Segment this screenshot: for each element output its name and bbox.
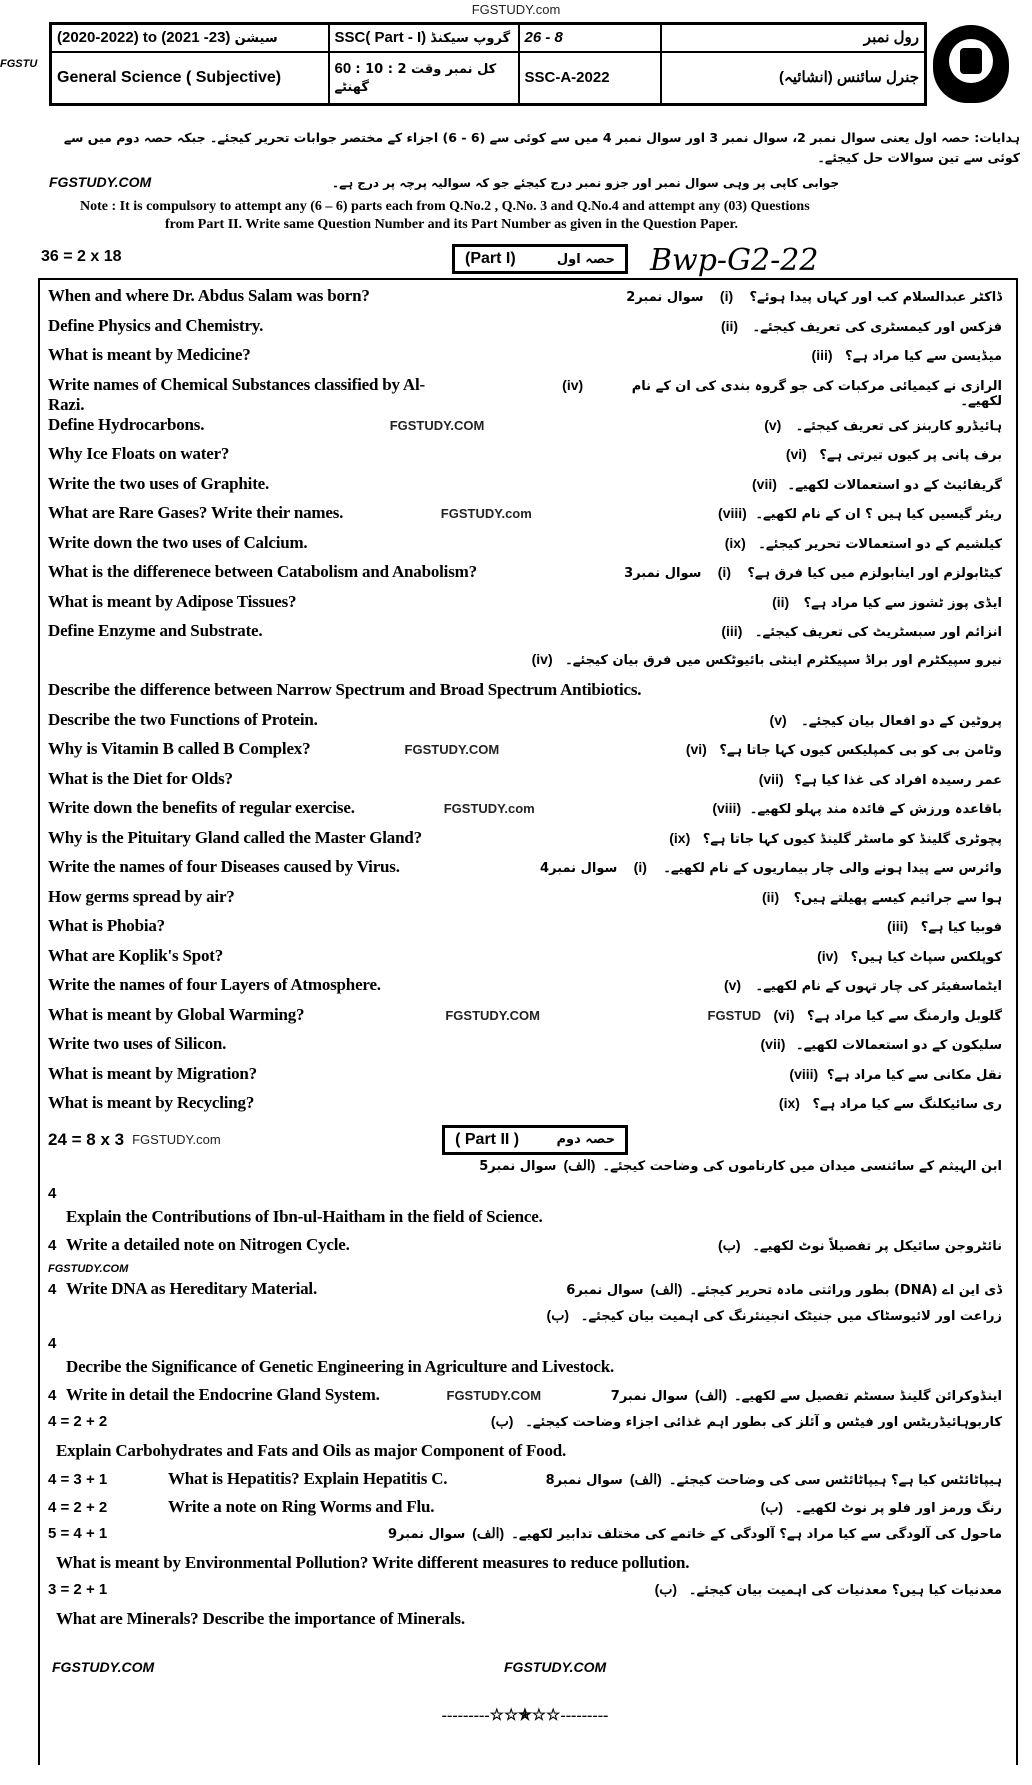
question-row [48, 1157, 1002, 1185]
question-row [48, 651, 1002, 681]
question-english: What is meant by Environmental Pollution? Write different measures to reduce pollution. [56, 1552, 690, 1572]
row-gap [310, 741, 593, 759]
item-number: (ii) [762, 888, 780, 905]
question-row [48, 1093, 1002, 1123]
item-number: (ب) [760, 1498, 784, 1515]
item-number: (ب) [718, 1236, 741, 1253]
urdu-block [627, 318, 1002, 335]
marks-breakdown: 3 = 2 + 1 [48, 1580, 108, 1598]
urdu-block [624, 800, 1002, 817]
note-line-2: from Part II. Write same Question Number and its Part Number as given in the Question Paper. [165, 217, 738, 232]
question-row [48, 1413, 1002, 1441]
urdu-block [593, 741, 1002, 758]
question-urdu: میڈیسن سے کیا مراد ہے؟ [845, 349, 1002, 364]
watermark: FGSTUD [707, 1007, 761, 1023]
question-row [48, 1469, 1002, 1497]
urdu-block [669, 1499, 1002, 1516]
urdu-block [668, 771, 1002, 788]
footer-watermark-center: FGSTUDY.COM [504, 1658, 607, 1675]
question-urdu: ابن الہیثم کے سائنسی میدان میں کارناموں کی وضاحت کیجئے۔ [602, 1158, 1002, 1174]
part1-header [41, 234, 1032, 278]
item-number: (iii) [887, 918, 909, 934]
urdu-block [795, 918, 1002, 935]
exam-code: SSC-A-2022 [519, 52, 661, 105]
question-english: Write a note on Ring Worms and Flu. [168, 1496, 435, 1516]
question-number-label: سوال نمبر6 [566, 1282, 644, 1298]
question-row [48, 1525, 1002, 1553]
header-table [49, 22, 927, 106]
urdu-block [577, 830, 1002, 847]
instructions-urdu-line2: جوابی کاپی پر وہی سوال نمبر اور جزو نمبر درج کیجئے جو کہ سوالیہ پرچہ پر درج ہے۔ [332, 176, 840, 190]
item-number: (الف) [629, 1470, 662, 1487]
question-english: Define Enzyme and Substrate. [48, 621, 263, 640]
part1-title-box [452, 244, 628, 274]
item-number: (ب) [546, 1306, 570, 1323]
subject-name: General Science ( Subjective) [51, 52, 329, 105]
item-number: (vi) [785, 446, 807, 462]
item-number: (viii) [789, 1065, 819, 1082]
urdu-block [670, 417, 1002, 434]
question-row [48, 828, 1002, 858]
question-english: Write a detailed note on Nitrogen Cycle. [66, 1234, 350, 1254]
question-row [48, 621, 1002, 651]
question-row [48, 916, 1002, 946]
question-row [48, 503, 1002, 533]
question-row [48, 1357, 1002, 1385]
question-row [48, 798, 1002, 828]
question-number-label: سوال نمبر9 [388, 1526, 466, 1542]
watermark: FGSTUDY.COM [404, 742, 500, 757]
note-line-1: Note : It is compulsory to attempt any (6 – 6) parts each from Q.No.2 , Q.No. 3 and Q.No.4 and attempt any (03) Questions [80, 199, 810, 214]
urdu-block [470, 377, 1002, 409]
question-urdu: ماحول کی آلودگی سے کیا مراد ہے؟ آلودگی کے خاتمے کی مختلف تدابیر لکھیے۔ [511, 1526, 1002, 1542]
part1-section [48, 286, 1002, 1123]
question-number-label: سوال نمبر5 [479, 1158, 557, 1174]
urdu-block [629, 623, 1002, 640]
item-number: (ب) [654, 1580, 678, 1597]
question-english: Write DNA as Hereditary Material. [66, 1278, 318, 1298]
item-number: (v) [764, 416, 782, 433]
question-row [48, 1034, 1002, 1064]
question-english: How germs spread by air? [48, 886, 235, 906]
header-row [0, 20, 1032, 108]
question-urdu: وٹامن بی کو بی کمپلیکس کیوں کہا جاتا ہے؟ [719, 743, 1002, 758]
item-number: (vi) [773, 1006, 795, 1023]
watermark: FGSTUDY.com [440, 506, 532, 521]
question-urdu: گلوبل وارمنگ سے کیا مراد ہے؟ [806, 1008, 1002, 1024]
question-row [48, 1609, 1002, 1637]
item-number: (ii) [720, 317, 739, 334]
session-years: (2020-2022) to (2021 -23) [57, 28, 231, 46]
urdu-block [701, 1066, 1002, 1083]
handwritten-code: Bwp-G2-22 [650, 243, 819, 278]
question-urdu: کوپلکس سپاٹ کیا ہیں؟ [850, 949, 1002, 965]
question-row [48, 857, 1002, 887]
question-english: Why Ice Floats on water? [48, 444, 230, 463]
marks-breakdown: 4 [48, 1236, 57, 1254]
question-urdu: گریفائیٹ کے دو استعمالات لکھیے۔ [787, 477, 1002, 493]
question-english: Why is Vitamin B called B Complex? [48, 739, 311, 758]
watermark-side-left: FGSTU [0, 58, 38, 70]
question-urdu: نقل مکانی سے کیا مراد ہے؟ [826, 1067, 1002, 1083]
question-row [48, 375, 1002, 415]
question-row [48, 345, 1002, 375]
instructions-urdu: ہدایات: حصہ اول یعنی سوال نمبر 2، سوال نمبر 3 اور سوال نمبر 4 میں سے کوئی سے (6 - 6) اجزاء کے مختصر جوابات تحریر کیجئے۔ جبکہ حصہ دوم میں سے کوئی سے تین سوالات حل کیجئے۔ [63, 130, 1020, 165]
urdu-block [725, 948, 1002, 965]
question-english: What is the differenece between Catabolism and Anabolism? [48, 562, 477, 581]
question-row [48, 1581, 1002, 1609]
session-cell [51, 24, 329, 52]
item-number: (iv) [562, 376, 584, 393]
question-urdu: وائرس سے پیدا ہونے والی چار بیماریوں کے نام لکھیے۔ [663, 861, 1002, 876]
total-marks-label: : کل نمبر [355, 61, 497, 77]
marks-breakdown: 4 = 2 + 2 [48, 1412, 108, 1430]
question-urdu: ایڈی پوز ٹشوز سے کیا مراد ہے؟ [803, 595, 1002, 611]
question-urdu: اینڈوکرائن گلینڈ سسٹم تفصیل سے لکھیے۔ [734, 1388, 1002, 1404]
urdu-block [455, 1307, 1002, 1324]
item-number: (v) [723, 977, 742, 993]
part2-marks: 24 = 8 x 3 [48, 1129, 125, 1149]
urdu-block [624, 288, 1002, 305]
question-urdu: معدنیات کیا ہیں؟ معدنیات کی اہمیت بیان کیجئے۔ [688, 1582, 1002, 1598]
question-row [48, 474, 1002, 504]
question-urdu: باقاعدہ ورزش کے فائدہ مند پہلو لکھیے۔ [749, 802, 1002, 817]
item-number: (i) [717, 564, 731, 580]
marks-breakdown: 5 = 4 + 1 [48, 1524, 108, 1542]
question-row [48, 1279, 1002, 1307]
item-number: (ب) [490, 1412, 514, 1429]
question-urdu: ڈاکٹر عبدالسلام کب اور کہاں پیدا ہوئے؟ [749, 290, 1002, 305]
question-english: What is the Diet for Olds? [48, 768, 233, 788]
item-number: (الف) [695, 1386, 727, 1403]
footer-row [48, 1659, 1002, 1675]
group-label: گروپ سیکنڈ [430, 30, 511, 46]
part2-title: ( Part II ) [455, 1130, 520, 1148]
question-english: Write the names of four Diseases caused by Virus. [48, 857, 400, 876]
question-urdu: انزائم اور سبسٹریٹ کی تعریف کیجئے۔ [754, 625, 1002, 640]
question-urdu: زراعت اور لائیوسٹاک میں جنیٹک انجینئرنگ کی اہمیت بیان کیجئے۔ [580, 1308, 1002, 1324]
question-english: Explain Carbohydrates and Fats and Oils as major Component of Food. [56, 1440, 567, 1460]
urdu-block [686, 1095, 1002, 1112]
watermark: FGSTUDY.com [443, 801, 535, 816]
urdu-block [681, 1007, 1002, 1024]
watermark: FGSTUDY.COM [446, 1387, 542, 1403]
urdu-block [693, 446, 1002, 463]
question-english: What is meant by Adipose Tissues? [48, 591, 297, 611]
row-gap [304, 1007, 681, 1025]
item-number: (iv) [817, 947, 839, 964]
question-urdu: فوبیا کیا ہے؟ [920, 920, 1002, 935]
question-english: Define Hydrocarbons. [48, 414, 205, 434]
question-urdu: ہیپاٹائٹس کیا ہے؟ ہیپاٹائٹس سی کی وضاحت کیجئے۔ [668, 1472, 1002, 1488]
question-english: Write the two uses of Graphite. [48, 473, 270, 493]
question-english: Explain the Contributions of Ibn-ul-Haitham in the field of Science. [66, 1206, 543, 1226]
question-row [48, 739, 1002, 769]
urdu-block [632, 535, 1002, 552]
question-urdu: ریئر گیسیں کیا ہیں ؟ ان کے نام لکھیے۔ [755, 507, 1002, 522]
question-row [48, 710, 1002, 740]
question-english: What is meant by Medicine? [48, 345, 251, 364]
part1-title: (Part I) [465, 250, 516, 267]
question-urdu: ری سائیکلنگ سے کیا مراد ہے؟ [812, 1097, 1002, 1112]
question-row [48, 286, 1002, 316]
question-english: Describe the two Functions of Protein. [48, 709, 318, 729]
watermark-row [48, 1263, 1002, 1279]
question-number-label: سوال نمبر7 [610, 1388, 689, 1404]
item-number: (الف) [472, 1524, 505, 1541]
row-gap [380, 1387, 608, 1405]
row-gap [204, 417, 670, 435]
urdu-block [476, 1157, 1002, 1174]
question-urdu: برف پانی پر کیوں تیرتی ہے؟ [819, 448, 1002, 463]
question-english: Write the names of four Layers of Atmosphere. [48, 975, 381, 994]
urdu-block [439, 651, 1002, 668]
urdu-block [621, 564, 1002, 581]
question-urdu: عمر رسیدہ افراد کی غذا کیا ہے؟ [794, 772, 1002, 788]
item-number: (vii) [760, 1036, 786, 1052]
question-number-label: سوال نمبر2 [626, 290, 704, 305]
urdu-block [564, 1281, 1003, 1298]
roll-code: 26 - 8 [519, 24, 661, 52]
question-row [48, 1441, 1002, 1469]
urdu-block [668, 889, 1002, 906]
urdu-block [399, 1413, 1002, 1430]
marks-breakdown: 4 = 3 + 1 [48, 1470, 108, 1488]
question-urdu: رنگ ورمز اور فلو پر نوٹ لکھیے۔ [794, 1500, 1002, 1516]
part2-title-box [442, 1125, 628, 1155]
item-number: (الف) [650, 1280, 683, 1297]
question-english: What is meant by Recycling? [48, 1093, 255, 1112]
session-label: سیشن [234, 30, 278, 46]
marks-breakdown: 4 [48, 1280, 57, 1298]
question-english: What are Minerals? Describe the importance of Minerals. [56, 1608, 465, 1628]
footer-watermark-left: FGSTUDY.COM [52, 1658, 155, 1675]
question-number-label: سوال نمبر3 [624, 566, 702, 581]
urdu-block [537, 859, 1002, 876]
marks-breakdown: 4 [48, 1334, 57, 1352]
total-marks: 60 [334, 59, 352, 77]
question-english: What is Hepatitis? Explain Hepatitis C. [168, 1468, 448, 1488]
class-cell [329, 24, 519, 52]
urdu-block [563, 1581, 1002, 1598]
watermark-top: FGSTUDY.com [471, 2, 561, 17]
question-row [48, 1497, 1002, 1525]
marks-breakdown: 4 [48, 1386, 57, 1404]
question-english: Describe the difference between Narrow Spectrum and Broad Spectrum Antibiotics. [48, 680, 642, 699]
question-urdu: نائٹروجن سائیکل پر تفصیلاً نوٹ لکھیے۔ [752, 1238, 1002, 1254]
footer-ornament: ---------☆☆✯☆☆--------- [441, 1706, 609, 1724]
question-row [48, 887, 1002, 917]
urdu-block [608, 1387, 1002, 1404]
item-number: (ix) [778, 1095, 800, 1111]
item-number: (ix) [669, 829, 691, 846]
item-number: (i) [719, 288, 734, 304]
question-row [48, 1307, 1002, 1335]
question-urdu: کیلشیم کے دو استعمالات تحریر کیجئے۔ [758, 536, 1002, 552]
class-label: SSC( Part - I) [334, 28, 427, 46]
urdu-block [661, 476, 1002, 493]
question-row [48, 1005, 1002, 1035]
question-english: What is meant by Global Warming? [48, 1004, 305, 1024]
item-number: (vi) [685, 741, 707, 757]
row-gap [343, 505, 629, 523]
watermark: FGSTUDY.COM [48, 1262, 129, 1275]
question-urdu: ہوا سے جراثیم کیسے پھیلتے ہیں؟ [793, 890, 1002, 906]
question-row [48, 444, 1002, 474]
item-number: (الف) [563, 1156, 596, 1173]
question-row [48, 975, 1002, 1005]
marks-breakdown: 4 [48, 1184, 57, 1202]
question-urdu: ڈی این اے (DNA) بطور وراثتی مادہ تحریر کیجئے۔ [689, 1282, 1002, 1298]
question-english: Write names of Chemical Substances classified by Al-Razi. [48, 374, 425, 414]
row-gap [355, 800, 624, 818]
question-english: What is meant by Migration? [48, 1063, 257, 1083]
urdu-block [719, 347, 1002, 364]
question-urdu: کاربوہائیڈریٹس اور فیٹس و آئلز کی بطور اہم غذائی اجزاء وضاحت کیجئے۔ [525, 1414, 1002, 1430]
question-urdu: کیٹابولزم اور اینابولزم میں کیا فرق ہے؟ [747, 566, 1002, 581]
marks-time-cell [329, 52, 519, 105]
question-row [48, 316, 1002, 346]
question-row [48, 1064, 1002, 1094]
question-urdu: سلیکون کے دو استعمالات لکھیے۔ [795, 1038, 1002, 1053]
marks-breakdown: 4 = 2 + 2 [48, 1498, 108, 1516]
item-number: (iii) [811, 347, 833, 363]
question-urdu: پروٹین کے دو افعال بیان کیجئے۔ [801, 713, 1002, 729]
urdu-block [675, 712, 1002, 729]
item-number: (ii) [772, 593, 790, 610]
item-number: (i) [633, 859, 647, 875]
item-number: (vii) [751, 475, 777, 492]
item-number: (viii) [718, 505, 747, 521]
watermark: FGSTUDY.COM [389, 417, 485, 433]
question-row [48, 769, 1002, 799]
part1-title-urdu: حصہ اول [556, 251, 615, 267]
question-row [48, 1207, 1002, 1235]
urdu-block [385, 1525, 1002, 1542]
question-row [48, 1235, 1002, 1263]
question-row [48, 592, 1002, 622]
question-english: Define Physics and Chemistry. [48, 315, 264, 335]
marks-row [48, 1185, 1002, 1207]
part2-title-urdu: حصہ دوم [556, 1132, 616, 1147]
question-row [48, 946, 1002, 976]
question-row [48, 1553, 1002, 1581]
part2-section [48, 1157, 1002, 1637]
question-english: Write two uses of Silicon. [48, 1034, 227, 1053]
question-row [48, 533, 1002, 563]
question-urdu: ہائیڈرو کاربنز کی تعریف کیجئے۔ [795, 418, 1002, 434]
part2-header [48, 1123, 1002, 1157]
question-urdu: الرازی نے کیمیائی مرکبات کی جو گروہ بندی کی ان کے نام لکھیے۔ [631, 378, 1002, 409]
question-english: What are Koplik's Spot? [48, 945, 224, 965]
question-row [48, 415, 1002, 445]
item-number: (viii) [712, 800, 742, 816]
questions-frame [38, 278, 1018, 1765]
question-english: Write down the benefits of regular exercise. [48, 798, 355, 817]
question-english: What are Rare Gases? Write their names. [48, 503, 344, 522]
marks-row [48, 1335, 1002, 1357]
part1-marks: 36 = 2 x 18 [41, 248, 122, 265]
urdu-block [670, 1036, 1002, 1053]
urdu-block [629, 505, 1002, 522]
watermark-part2: FGSTUDY.com [132, 1132, 221, 1147]
question-urdu: پچوٹری گلینڈ کو ماسٹر گلینڈ کیوں کہا جاتا ہے؟ [702, 831, 1002, 847]
question-english: When and where Dr. Abdus Salam was born? [48, 286, 370, 305]
item-number: (iii) [721, 623, 743, 639]
subject-urdu: جنرل سائنس (انشائیہ) [661, 52, 926, 105]
question-urdu: فزکس اور کیمسٹری کی تعریف کیجئے۔ [752, 319, 1002, 335]
question-row [48, 562, 1002, 592]
item-number: (v) [769, 711, 787, 728]
watermark-left-header: FGSTUDY.COM [49, 174, 152, 190]
question-row [48, 680, 1002, 710]
time-label: وقت 2 : 10 گھنٹے [334, 61, 442, 95]
question-english: Decribe the Significance of Genetic Engineering in Agriculture and Livestock. [66, 1356, 615, 1376]
question-row [48, 1385, 1002, 1413]
question-urdu: ایٹماسفیئر کی چار تہوں کے نام لکھیے۔ [755, 979, 1002, 994]
question-english: What is Phobia? [48, 916, 165, 935]
question-english: Write down the two uses of Calcium. [48, 532, 308, 552]
item-number: (iv) [531, 650, 553, 667]
question-number-label: سوال نمبر8 [545, 1472, 623, 1488]
urdu-block [626, 1237, 1002, 1254]
question-urdu: نیرو سپیکٹرم اور براڈ سپیکٹرم اینٹی بائیوٹکس میں فرق بیان کیجئے۔ [565, 652, 1002, 668]
urdu-block [543, 1471, 1002, 1488]
urdu-block [630, 977, 1002, 994]
item-number: (ix) [724, 534, 746, 551]
question-english: Write in detail the Endocrine Gland System. [66, 1384, 380, 1404]
roll-number-label: رول نمبر [661, 24, 926, 52]
instructions-row [49, 174, 1020, 190]
item-number: (vii) [758, 770, 784, 787]
question-number-label: سوال نمبر4 [540, 861, 618, 876]
question-english: Why is the Pituitary Gland called the Master Gland? [48, 827, 422, 847]
urdu-block [678, 594, 1002, 611]
board-logo-icon [933, 25, 1009, 103]
watermark: FGSTUDY.COM [445, 1007, 540, 1023]
